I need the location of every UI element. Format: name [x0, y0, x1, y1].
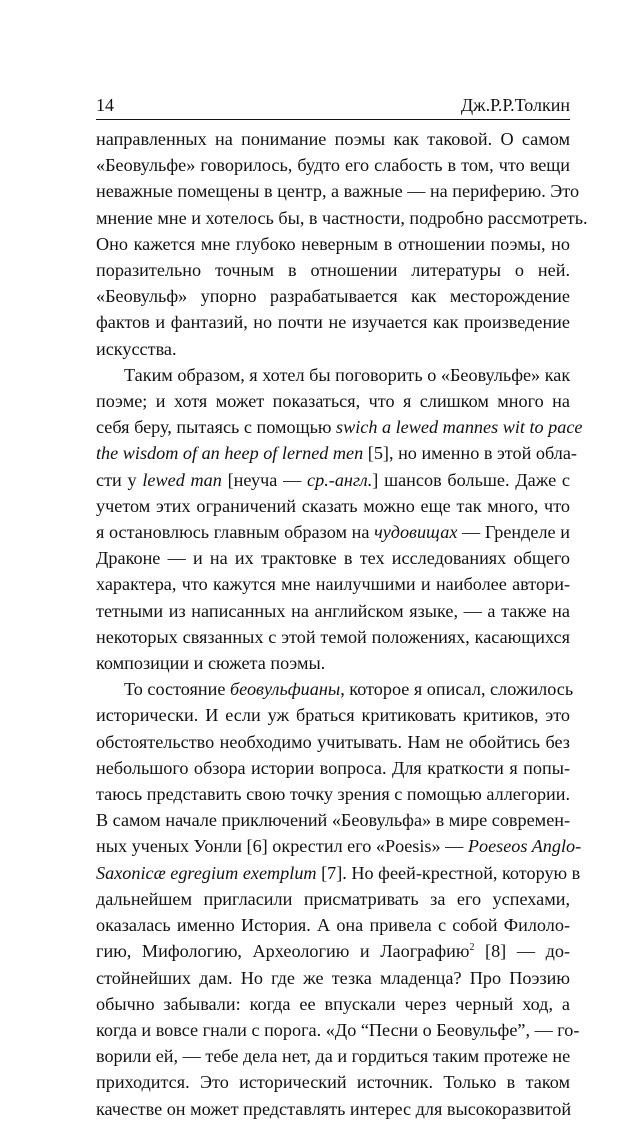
text-line: сти у lewed man [неуча — ср.-англ.] шансов больше. Даже с — [96, 469, 570, 490]
text-line: оказалась именно История. А она привела с собой Филоло- — [96, 915, 570, 936]
text-line: небольшого обзора истории вопроса. Для краткости я попы- — [96, 757, 570, 778]
body-text — [96, 126, 588, 1122]
text-line: себя беру, пытаясь с помощью swich a lewed mannes wit to pace — [96, 417, 583, 438]
text-line: Таким образом, я хотел бы поговорить о «Беовульфе» как — [124, 364, 571, 385]
paragraph — [96, 362, 583, 676]
page-header — [96, 93, 570, 119]
text-line: учетом этих ограничений сказать можно еще так много, что — [96, 495, 570, 516]
book-page — [96, 93, 588, 1122]
text-line: Saxonicæ egregium exemplum [7]. Но феей-крестной, которую в — [96, 862, 581, 883]
header-rule — [96, 119, 570, 120]
text-line: гию, Мифологию, Археологию и Лаографию$^2$ [8] — до- — [96, 941, 570, 962]
text-line: приходится. Это исторический источник. Только в таком — [96, 1072, 570, 1093]
text-line: когда и вовсе гнали с порога. «До “Песни о Беовульфе”, — го- — [96, 1019, 580, 1040]
paragraph — [96, 126, 588, 362]
text-line: Оно кажется мне глубоко неверным в отношении поэмы, но — [96, 233, 570, 254]
text-line: Драконе — и на их трактовке в тех исследованиях общего — [96, 548, 570, 569]
text-line: обстоятельство необходимо учитывать. Нам не обойтись без — [96, 731, 570, 752]
text-line: the wisdom of an heep of lerned men [5], но именно в этой обла- — [96, 443, 577, 464]
text-line: стойнейших дам. Но где же тезка младенца? Про Поэзию — [96, 967, 570, 988]
text-line: направленных на понимание поэмы как таковой. О самом — [96, 129, 570, 149]
text-line: неважные помещены в центр, а важные — на периферию. Это — [96, 181, 580, 202]
text-line: «Беовульф» упорно разрабатывается как месторождение — [96, 286, 570, 307]
text-line: обычно забывали: когда ее впускали через черный ход, а — [96, 993, 570, 1014]
text-line: То состояние беовульфианы, которое я описал, сложилось — [124, 679, 574, 700]
text-line: мнение мне и хотелось бы, в частности, подробно рассмотреть. — [96, 207, 588, 228]
text-line: В самом начале приключений «Беовульфа» в мире современ- — [96, 810, 571, 831]
page-number: 14 — [96, 95, 114, 115]
text-line: качестве он может представлять интерес для высокоразвитой — [96, 1098, 572, 1119]
running-head: Дж.Р.Р.Толкин — [460, 95, 570, 115]
text-line: поэме; и хотя может показаться, что я слишком много на — [96, 391, 570, 412]
paragraph — [96, 676, 582, 1121]
text-line: фактов и фантазий, но почти не изучается как произведение — [96, 312, 570, 333]
text-line: поразительно точным в отношении литературы о ней. — [96, 260, 570, 281]
text-line: дальнейшем пригласили присматривать за его успехами, — [96, 888, 570, 909]
text-line: некоторых связанных с этой темой положениях, касающихся — [96, 626, 570, 647]
text-line: ворили ей, — тебе дела нет, да и гордиться таким протеже не — [96, 1046, 571, 1067]
text-line: искусства. — [96, 338, 177, 359]
text-line: исторически. И если уж браться критиковать критиков, это — [96, 705, 570, 726]
text-line: характера, что кажутся мне наилучшими и наиболее автори- — [96, 574, 570, 595]
text-line: композиции и сюжета поэмы. — [96, 653, 326, 674]
text-line: «Беовульфе» говорилось, будто его слабость в том, что вещи — [96, 155, 570, 176]
text-line: ных ученых Уонли [6] окрестил его «Poesis» — Poeseos Anglo- — [96, 836, 582, 857]
text-line: таюсь представить свою точку зрения с помощью аллегории. — [96, 784, 571, 805]
text-line: я остановлюсь главным образом на чудовищах — Гренделе и — [96, 522, 570, 543]
text-line: тетными из написанных на английском языке, — а также на — [96, 600, 570, 621]
